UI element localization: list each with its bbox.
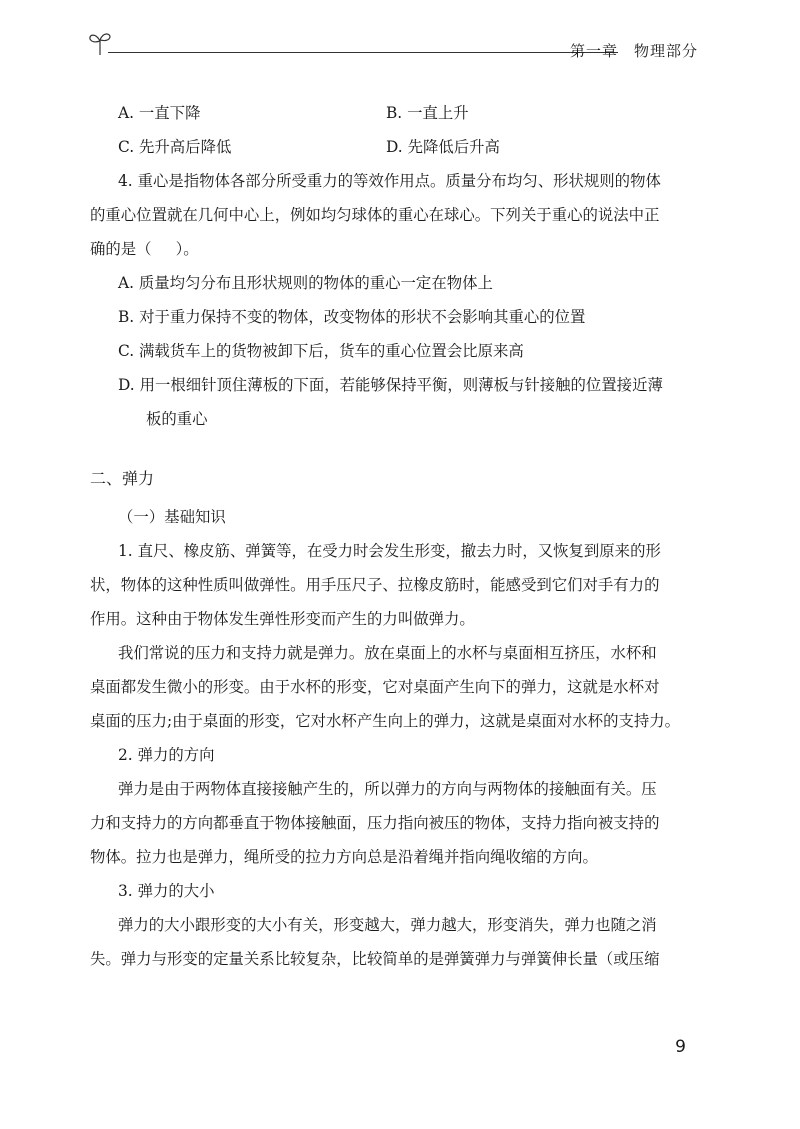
q4-option-d: D. 用一根细针顶住薄板的下面，若能够保持平衡，则薄板与针接触的位置接近薄 xyxy=(118,376,663,394)
heading-magnitude: 3. 弹力的大小 xyxy=(118,882,215,900)
q3-options-row-2 xyxy=(90,130,710,164)
q4-stem-start: 确的是（ xyxy=(90,240,152,258)
q3-option-d: D. 先降低后升高 xyxy=(386,138,500,156)
heading-direction: 2. 弹力的方向 xyxy=(118,746,215,764)
q4-stem-line-1: 4. 重心是指物体各部分所受重力的等效作用点。质量分布均匀、形状规则的物体 xyxy=(118,172,661,190)
chapter-number: 第一章 xyxy=(569,42,618,60)
header-rule xyxy=(108,52,618,53)
q3-option-c: C. 先升高后降低 xyxy=(118,138,232,156)
page-number: 9 xyxy=(675,1037,686,1057)
q4-stem-end: ）。 xyxy=(175,240,199,258)
q3-option-a: A. 一直下降 xyxy=(118,104,201,122)
para3-line-2: 力和支持力的方向都垂直于物体接触面，压力指向被压的物体，支持力指向被支持的 xyxy=(90,814,660,832)
q4-option-b: B. 对于重力保持不变的物体，改变物体的形状不会影响其重心的位置 xyxy=(118,308,586,326)
para3-line-3: 物体。拉力也是弹力，绳所受的拉力方向总是沿着绳并指向绳收缩的方向。 xyxy=(90,848,598,866)
para3-line-1: 弹力是由于两物体直接接触产生的，所以弹力的方向与两物体的接触面有关。压 xyxy=(118,780,657,798)
running-header xyxy=(88,30,698,60)
section-heading: 二、弹力 xyxy=(90,469,155,488)
page-body xyxy=(90,96,710,976)
para2-line-1: 我们常说的压力和支持力就是弹力。放在桌面上的水杯与桌面相互挤压，水杯和 xyxy=(118,644,657,662)
chapter-section: 物理部分 xyxy=(633,42,698,60)
para1-line-2: 状，物体的这种性质叫做弹性。用手压尺子、拉橡皮筋时，能感受到它们对手有力的 xyxy=(90,576,660,594)
q4-option-c: C. 满载货车上的货物被卸下后，货车的重心位置会比原来高 xyxy=(118,342,524,360)
para1-line-3: 作用。这种由于物体发生弹性形变而产生的力叫做弹力。 xyxy=(90,610,475,628)
para2-line-3: 桌面的压力;由于桌面的形变，它对水杯产生向上的弹力，这就是桌面对水杯的支持力。 xyxy=(90,712,681,730)
subsection-heading: （一）基础知识 xyxy=(118,508,226,526)
q3-option-b: B. 一直上升 xyxy=(386,104,469,122)
para1-line-1: 1. 直尺、橡皮筋、弹簧等，在受力时会发生形变，撤去力时，又恢复到原来的形 xyxy=(118,542,661,560)
chapter-label xyxy=(570,40,698,61)
q3-options-row-1 xyxy=(90,96,710,130)
q4-stem-line-3 xyxy=(90,232,710,266)
para4-line-2: 失。弹力与形变的定量关系比较复杂，比较简单的是弹簧弹力与弹簧伸长量（或压缩 xyxy=(90,950,660,968)
para4-line-1: 弹力的大小跟形变的大小有关，形变越大，弹力越大，形变消失，弹力也随之消 xyxy=(118,916,657,934)
q4-stem-line-2: 的重心位置就在几何中心上，例如均匀球体的重心在球心。下列关于重心的说法中正 xyxy=(90,206,660,224)
q4-option-d-continued: 板的重心 xyxy=(146,410,208,428)
para2-line-2: 桌面都发生微小的形变。由于水杯的形变，它对桌面产生向下的弹力，这就是水杯对 xyxy=(90,678,660,696)
q4-option-a: A. 质量均匀分布且形状规则的物体的重心一定在物体上 xyxy=(118,274,493,292)
